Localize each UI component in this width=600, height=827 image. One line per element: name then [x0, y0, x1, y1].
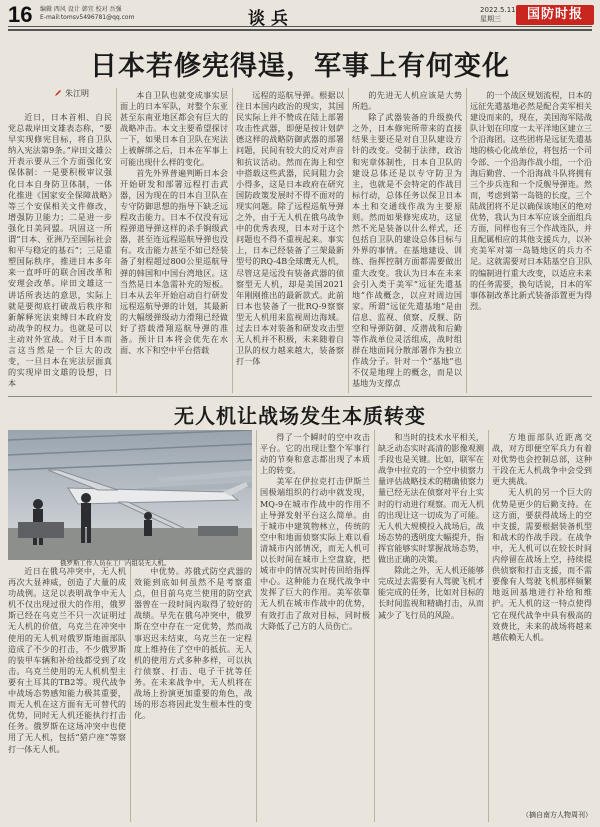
editor-line: 编辑 西风 设计 韩宜 校对 吾强 — [40, 6, 122, 13]
article2-text-4: 和当时的技术水平相关，缺乏动态实时高清的影像观测手段也是关键。比如，联军在战争中拉克的一个空中侦察力量评估战略技术的精确侦察力量已经无法在侦察对平台上实时的行动进行观察。而无人机的出现让这一切成为了可能。无人机大规模投入战场后，战场态势的透明度大幅提升，指挥官能够实时掌握战场态势，做出正确的决策。 — [378, 432, 484, 565]
article2-headline: 无人机让战场发生本质转变 — [174, 404, 426, 428]
article1-column-2 — [120, 90, 228, 394]
column-divider — [232, 88, 233, 393]
photo-caption: 俄罗斯工作人员在工厂内组装无人机。 — [60, 559, 171, 567]
article2-text-2: 中优势。苏俄式防空武器的效能到底如何虽然不是考察重点，但目前乌克兰使用的防空武器曾在一段时间内取得了较好的战绩。早先在俄乌冲突中，俄罗斯在空中存在一定优势，然而战事迟迟未结束，乌克兰在一定程度上维持住了空中的抵抗。无人机的使用方式多种多样，可以执行侦察、打击、电子干扰等任务。在未来战争中，无人机将在战场上扮演更加重要的角色，战场的形态将因此发生根本性的变化。 — [134, 566, 252, 721]
issue-date — [480, 6, 516, 24]
article2-text-3: 得了一个瞬时的空中攻击平台。它的出现让整个军事行动的节奏和意志都出现了本质上的转变。 — [260, 432, 370, 476]
article2-column-3 — [260, 432, 370, 822]
article2-text-5: 方地面部队近距离交战，对方即便空军兵力有着对优势也会控制总部，这种干段在无人机战争中会受到更大挑战。 — [492, 432, 592, 487]
article1-text-3: 远程的巡航导弹。根据以往日本国内政治的现实，其国民实际上并不赞成在陆上部署攻击性武器，即便是按计划萨德这样的战略防御武器的部署问题，民间有较大的反对声音和抗议活动。然而在海上和空中搭载这些武器，民间阻力会小得多，这是日本政府在研究国防政策发展时不得不面对的现实问题。除了远程巡航导弹之外，由于无人机在俄乌战争中的优秀表现，日本对于这个问题也不得不重视起来。事实上，日本已经装备了三架最新型号的RQ-4B全球鹰无人机，尽管这是远没有装备武器的侦察型无人机，却是美国2021年刚刚推出的最新款式。此前日本也装备了一批RQ-9察察型无人机用来监视周边海域。过去日本对装备和研发攻击型无人机并不积极，未来随着自卫队的权力越来越大，装备察打一体 — [236, 90, 344, 367]
article-divider — [8, 396, 592, 397]
drone-factory-photo — [8, 430, 252, 560]
paragraph: 无人机的另一个巨大的优势是更少的后勤支持。在这方面，要获得战场上的空中支援，需要根据装备机型和战术的作战手段。在战争中，无人机可以在较长时间内停留在战场上空，持续提供侦察和打击支援，而不需要像有人驾驶飞机那样频繁地返回基地进行补给和维护。无人机的这一特点使得它在现代战争中具有极高的效费比，未来的战场将越来越依赖无人机。 — [492, 487, 592, 642]
paragraph: 除了武器装备的升级换代之外，日本修宪所带来的直接结果主要还是对自卫队建设方针的改变。受制于法律，政治和宪章体制性，日本自卫队的建设总体还是以专守防卫为主，也就是不会特定的作战目标行动，总体任务以保卫日本本土和交通线作战为主要原则。然而如果修宪成功，这显然不光是装备以什么样式，还包括自卫队的建设总体目标与外界的事情。在基地建设、训练、指挥控制方面都需要做出重大改变。我认为日本在未来会引入类于美军“远征先遣基地”作战概念，以应对周边国家。所谓“远征先遣基地”是由信息、监视、侦察、反舰、防空和导弹防御、反潜战和后勤等作战单位灵活组成，战时组群在地面间分散部署作为独立作战分子。针对一个“基地”也不仅是地理上的概念，而是以基地为支撑点 — [352, 112, 462, 389]
pen-icon — [54, 89, 62, 97]
column-divider — [374, 430, 375, 822]
article1-text-5: 的一个战区规划流程，日本的远征先遣基地必然是配合美军相关建设而来的，现在，美国海军陆战队计划在印度一太平洋地区建立三个沿海团。这些团将是远征先遣基地的核心化战单位，将包括一个司令部、一个沿海作战小组，一个沿海后勤营、一个沿海战斗队将拥有三个步兵连和一个反舰导弹连。然而，考虑到第一岛链的长度，三个陆战团将不足以确保该地区的绝对优势，我认为日本军应该全面组兵方面，同样也有三个作战连队，并且配属相应的其他支援兵力，以补充美军对第一岛链地区的兵力不足。这就需要对日本陆基空自卫队的编制进行重大改变，以适应未来的任务需要，换句话说，日本的军事体制改革比新式装备添置更为得烈。 — [470, 90, 592, 311]
column-divider — [348, 88, 349, 393]
newspaper-logo: 国防时报 — [516, 5, 594, 25]
article2-column-2 — [134, 566, 252, 822]
column-divider — [130, 566, 131, 822]
article1-byline — [54, 88, 89, 99]
header-rule-thick — [8, 29, 592, 31]
header-rule — [8, 26, 592, 27]
article2-text-1: 近日在俄乌冲突中，无人机再次大显神威，创造了大量的成功战例。这足以表明战争中无人机不仅出现过很大的作用，俄罗斯已经在乌克兰不只一次证明过无人机的价值，乌克兰在冲突中使用的无人机对俄罗斯地面部队造成了不少的打击，不少俄罗斯的装甲车辆和补给线都受到了攻击。乌克兰使用的无人机机型主要有土耳其的TB2等。现代战争中战场态势感知能力极其重要，而无人机在这方面有无可替代的优势，同时无人机还能执行打击任务。俄罗斯在这场冲突中也使用了无人机，包括“猎户座”等察打一体无人机。 — [8, 566, 126, 754]
article2-column-1 — [8, 566, 126, 822]
article2-source: （摘自南方人物周刊） — [522, 811, 592, 819]
article1-column-5 — [470, 90, 592, 394]
article1-headline: 日本若修宪得逞，军事上有何变化 — [90, 51, 510, 82]
column-divider — [466, 88, 467, 393]
paragraph: 除此之外，无人机还能够完成过去需要有人驾驶飞机才能完成的任务，比如对目标的长时间监视和精确打击，从而减少了飞行员的风险。 — [378, 565, 484, 620]
article2-column-5 — [492, 432, 592, 808]
article1-text-2: 本自卫队也就变成事实层面上的日本军队，对整个东亚甚至东南亚地区都会有巨大的战略冲击。本文主要希望探讨一下，如果日本自卫队在宪法上被解绑之后，日本在军事上可能出现什么样的变化。 — [120, 90, 228, 167]
column-divider — [488, 430, 489, 822]
weekday-line: 星期三 — [480, 15, 501, 23]
author-name: 朱江明 — [65, 89, 89, 98]
article1-column-3 — [236, 90, 344, 394]
column-divider — [256, 430, 257, 822]
editor-info — [40, 6, 170, 22]
section-title: 谈兵 — [248, 9, 294, 29]
column-divider — [116, 88, 117, 393]
date-line: 2022.5.11 — [480, 6, 516, 14]
paragraph: 首先外界普遍判断日本会开始研发和部署远程打击武器，因为现在的日本自卫队在专守防御思想的指导下缺乏远程攻击能力。日本不仅没有远程弹道导弹这样的杀手锏级武器，甚至连远程巡航导弹也没有。攻击能力甚至不如已经装备了射程超过800公里巡航导弹的韩国和中国台湾地区。这当然是日本急需补充的短板。日本从去年开始启动自行研发远程巡航导弹的计划，其最新的大幅缓弹级动力滑翔已经做好了搭载滑翔巡航导弹的准备。预计日本将会优先在水面、水下和空中平台搭载 — [120, 167, 228, 356]
email-line: E-mail:tomsv5496781@qq.com — [40, 14, 135, 21]
article1-column-1 — [8, 112, 112, 394]
article1-text-4: 的先进无人机应该是大势所趋。 — [352, 90, 462, 112]
page-number: 16 — [8, 2, 33, 27]
article1-text-1: 近日，日本首相、自民党总裁岸田文雄表态称，“要早实现修宪目标，将自卫队纳入宪法第9条。”岸田文雄公开表示要从三个方面强化安保体制：一是要积极审议强化日本自身防卫体制，一体化推进《国家安全保障战略》等三个安保相关文件修改，增强防卫能力；二是进一步强化日美同盟。巩固这一所谓“日本、亚洲乃至国际社会和平与稳定的基石”；三是重塑国际秩序，推进日本多年来一直呼吁的联合国改革和安理会改革。岸田文雄这一讲话所表达的意思，实际上就是要彻底打破战后秩序和新解释宪法束缚日本政府发动战争的权力。也就是可以主动对外宣战。对于日本而言这当然是一个巨大的改变，一旦日本在宪法层面真的实现岸田文雄的设想，日本 — [8, 112, 112, 389]
paragraph: 美军在伊拉克打击伊斯兰国极端组织的行动中就发现，MQ-9在城市作战中的作用不止导弹发射平台这么简单。由于城市中建筑物林立，传统的空中和地面侦察实际上难以看清城市内部情况，而无人机可以长时间在城市上空盘旋，把城市中的情况实时传回给指挥中心。这种能力在现代战争中发挥了巨大的作用。美军依靠无人机在城市作战中的优势，有效打击了敌对目标，同时极大降低了己方的人员伤亡。 — [260, 476, 370, 631]
article1-column-4 — [352, 90, 462, 394]
article2-column-4 — [378, 432, 484, 822]
